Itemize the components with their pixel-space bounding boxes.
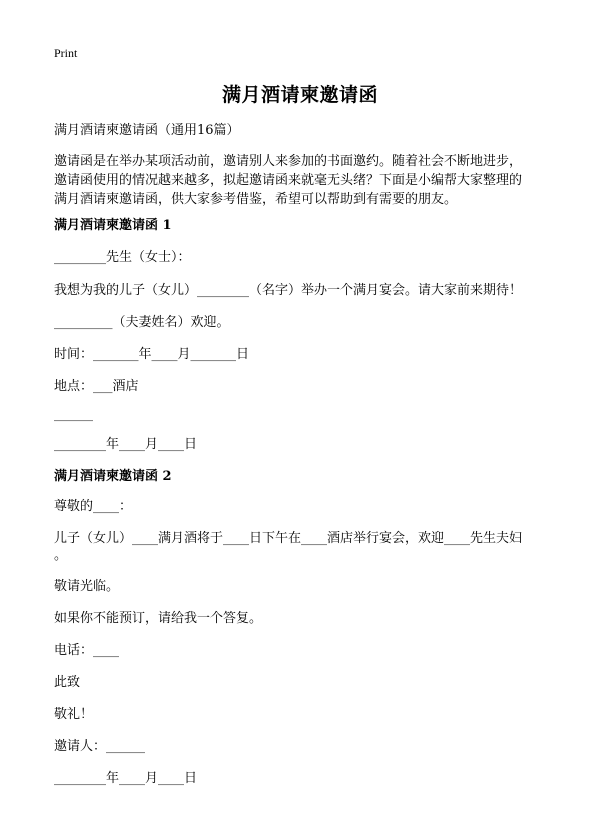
salute-line: 敬礼！: [54, 707, 94, 722]
signature-blank: ______: [54, 407, 93, 422]
print-link[interactable]: Print: [54, 46, 78, 60]
intro-line: 邀请函使用的情况越来越多，拟起邀请函来就毫无头绪？下面是小编帮大家整理的: [54, 173, 523, 188]
inviter-line: 邀请人：______: [54, 739, 146, 754]
salutation-line: ________先生（女士）：: [54, 250, 191, 265]
host-line: _________（夫妻姓名）欢迎。: [54, 315, 230, 330]
document-title: 满月酒请柬邀请函: [221, 84, 378, 106]
body-line: 我想为我的儿子（女儿）________（名字）举办一个满月宴会。请大家前来期待！: [54, 283, 523, 298]
location-line: 地点：___酒店: [54, 379, 139, 394]
date-line: ________年____月____日: [54, 437, 198, 452]
document-subtitle: 满月酒请柬邀请函（通用16篇）: [54, 123, 240, 138]
regards-line: 此致: [54, 675, 81, 690]
section-1-heading: 满月酒请柬邀请函 1: [54, 218, 172, 233]
salutation-line: 尊敬的____：: [54, 499, 133, 514]
section-2-heading: 满月酒请柬邀请函 2: [54, 469, 172, 484]
body-line: 儿子（女儿）____满月酒将于____日下午在____酒店举行宴会，欢迎____先生夫妇: [54, 531, 523, 546]
time-line: 时间：_______年____月_______日: [54, 347, 250, 362]
date-line: ________年____月____日: [54, 771, 198, 786]
phone-line: 电话：____: [54, 643, 120, 658]
closing-line: 敬请光临。: [54, 579, 120, 594]
body-line-continuation: 。: [54, 548, 68, 563]
intro-line: 邀请函是在举办某项活动前，邀请别人来参加的书面邀约。随着社会不断地进步，: [54, 154, 523, 169]
intro-line: 满月酒请柬邀请函，供大家参考借鉴，希望可以帮助到有需要的朋友。: [54, 192, 458, 207]
reply-line: 如果你不能预订，请给我一个答复。: [54, 611, 263, 626]
